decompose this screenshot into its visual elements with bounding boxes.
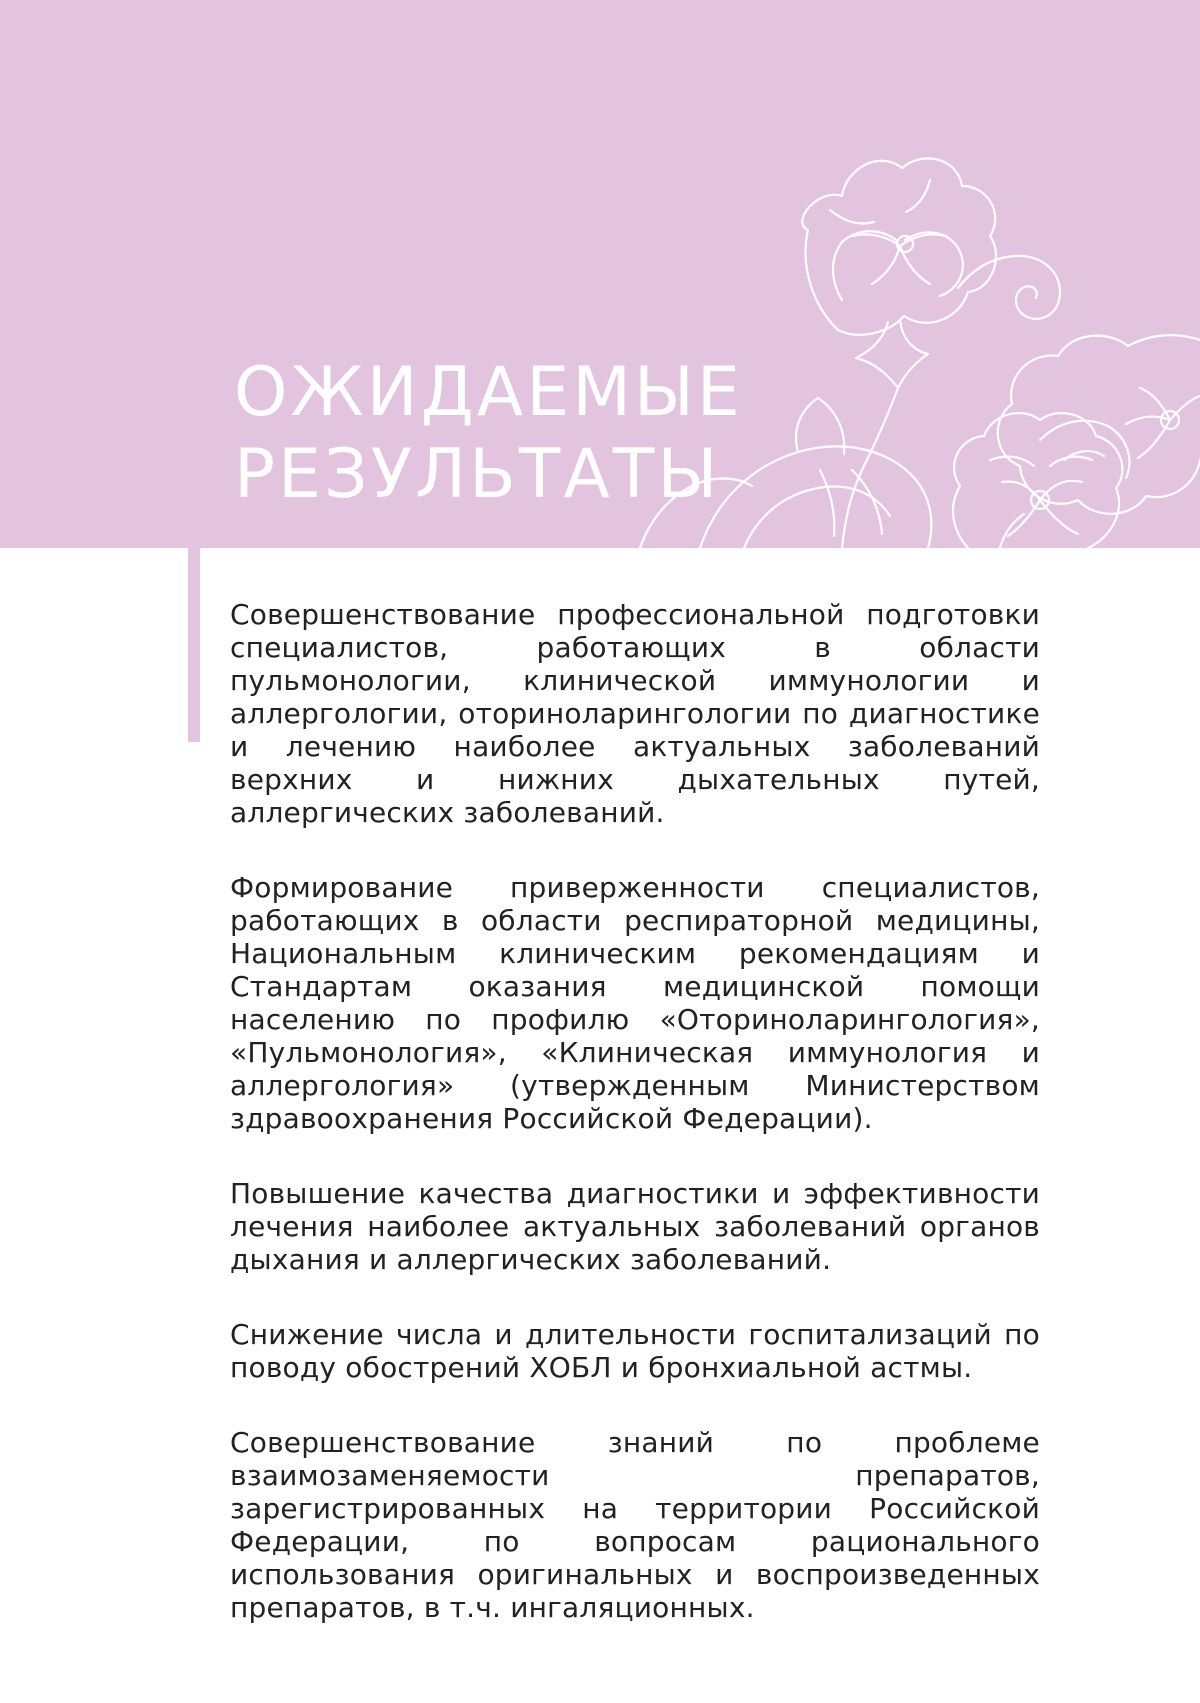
result-paragraph: Совершенствование профессиональной подготовки специалистов, работающих в области пульмонологии, клинической иммунологии и аллергологии, оториноларингологии по диагностике и лечению наиболее актуальных заболеваний верхних и нижних дыхательных путей, аллергических заболеваний.	[230, 598, 1040, 829]
results-list	[230, 598, 1040, 1666]
title-line-1: ОЖИДАЕМЫЕ	[234, 353, 743, 432]
result-paragraph: Формирование приверженности специалистов, работающих в области респираторной медицины, Национальным клиническим рекомендациям и Стандартам оказания медицинской помощи населению по профилю «Оториноларингология», «Пульмонология», «Клиническая иммунология и аллергология» (утвержденным Министерством здравоохранения Российской Федерации).	[230, 871, 1040, 1135]
result-paragraph: Совершенствование знаний по проблеме взаимозаменяемости препаратов, зарегистрированных на территории Российской Федерации, по вопросам рационального использования оригинальных и воспроизведенных препаратов, в т.ч. ингаляционных.	[230, 1426, 1040, 1624]
tendril	[958, 256, 1060, 319]
accent-bar	[188, 364, 200, 742]
result-paragraph: Повышение качества диагностики и эффективности лечения наиболее актуальных заболеваний органов дыхания и аллергических заболеваний.	[230, 1177, 1040, 1276]
upper-flower	[802, 158, 996, 548]
title-line-2: РЕЗУЛЬТАТЫ	[234, 435, 721, 514]
lower-flower	[953, 413, 1122, 548]
result-paragraph: Снижение числа и длительности госпитализаций по поводу обострений ХОБЛ и бронхиальной астмы.	[230, 1318, 1040, 1384]
page-title	[234, 352, 743, 516]
